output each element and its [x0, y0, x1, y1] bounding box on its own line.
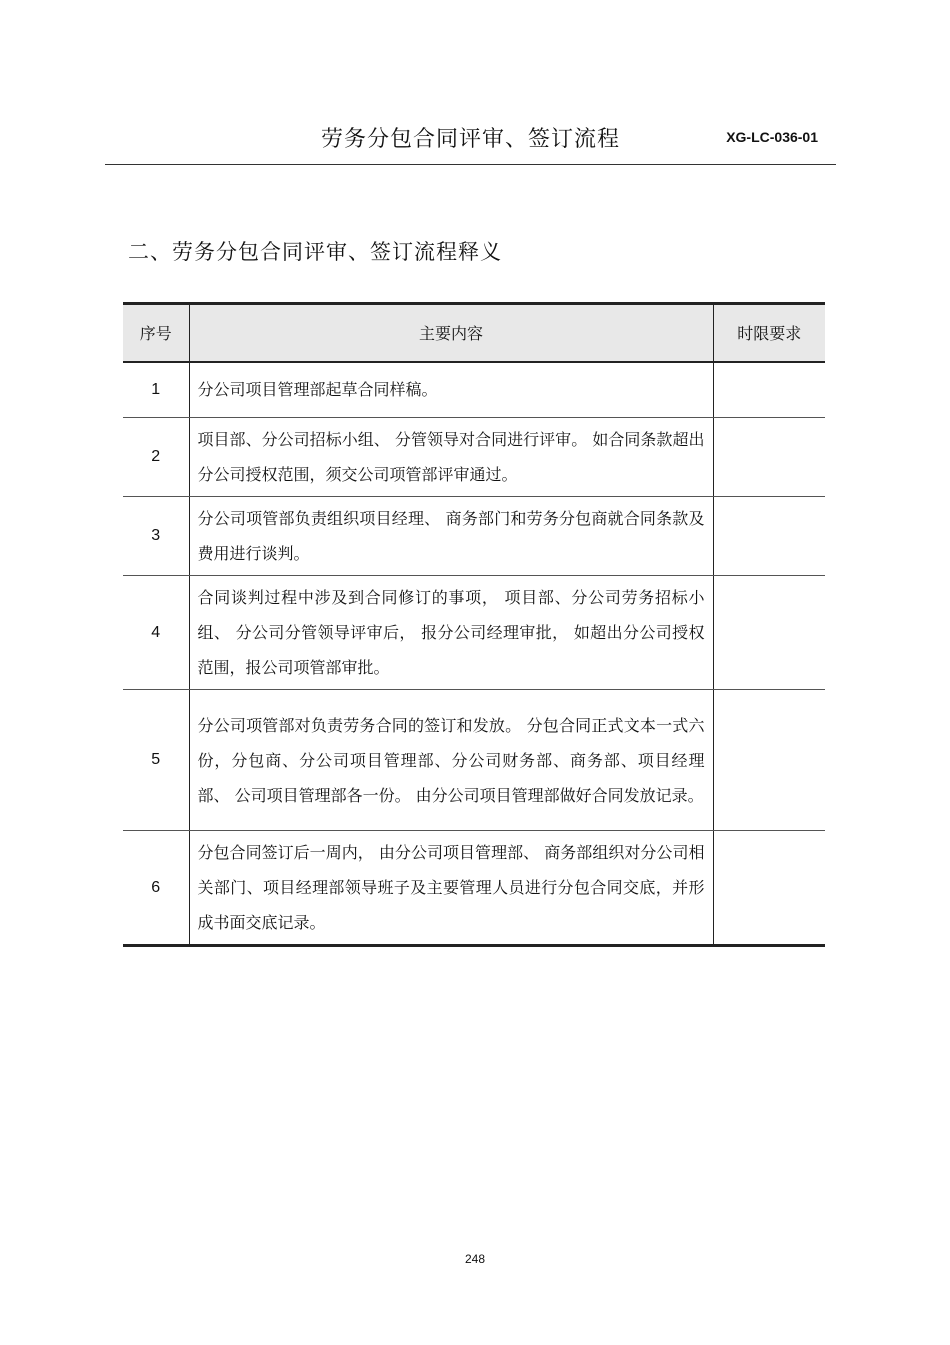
row-number: 2 [123, 418, 189, 497]
row-time-limit [713, 831, 825, 946]
table-row [123, 418, 825, 497]
row-number: 5 [123, 690, 189, 831]
table-row [123, 831, 825, 946]
row-number: 6 [123, 831, 189, 946]
column-header-number: 序号 [123, 304, 189, 362]
table-row [123, 576, 825, 690]
column-header-content: 主要内容 [189, 304, 713, 362]
process-table-wrapper [123, 302, 825, 947]
row-content: 项目部、分公司招标小组、 分管领导对合同进行评审。 如合同条款超出分公司授权范围，须交公司项管部评审通过。 [189, 418, 713, 497]
row-content: 分公司项管部对负责劳务合同的签订和发放。 分包合同正式文本一式六份，分包商、分公司项目管理部、分公司财务部、商务部、项目经理部、 公司项目管理部各一份。 由分公司项目管理部做好合同发放记录。 [189, 690, 713, 831]
row-content: 分公司项目管理部起草合同样稿。 [189, 362, 713, 418]
document-code: XG-LC-036-01 [726, 129, 818, 145]
row-content: 分包合同签订后一周内， 由分公司项目管理部、 商务部组织对分公司相关部门、项目经理部领导班子及主要管理人员进行分包合同交底，并形成书面交底记录。 [189, 831, 713, 946]
row-time-limit [713, 690, 825, 831]
table-row [123, 362, 825, 418]
page-header [105, 118, 836, 165]
column-header-time-limit: 时限要求 [713, 304, 825, 362]
row-time-limit [713, 576, 825, 690]
row-time-limit [713, 362, 825, 418]
row-number: 3 [123, 497, 189, 576]
document-title: 劳务分包合同评审、签订流程 [320, 127, 620, 152]
table-header-row [123, 304, 825, 362]
section-title: 二、劳务分包合同评审、签订流程释义 [128, 240, 502, 264]
table-row [123, 690, 825, 831]
process-table [123, 302, 825, 947]
row-content: 合同谈判过程中涉及到合同修订的事项， 项目部、分公司劳务招标小组、 分公司分管领导评审后， 报分公司经理审批， 如超出分公司授权范围，报公司项管部审批。 [189, 576, 713, 690]
table-row [123, 497, 825, 576]
row-time-limit [713, 497, 825, 576]
row-number: 1 [123, 362, 189, 418]
page-number: 248 [464, 1252, 486, 1266]
row-time-limit [713, 418, 825, 497]
row-content: 分公司项管部负责组织项目经理、 商务部门和劳务分包商就合同条款及费用进行谈判。 [189, 497, 713, 576]
row-number: 4 [123, 576, 189, 690]
